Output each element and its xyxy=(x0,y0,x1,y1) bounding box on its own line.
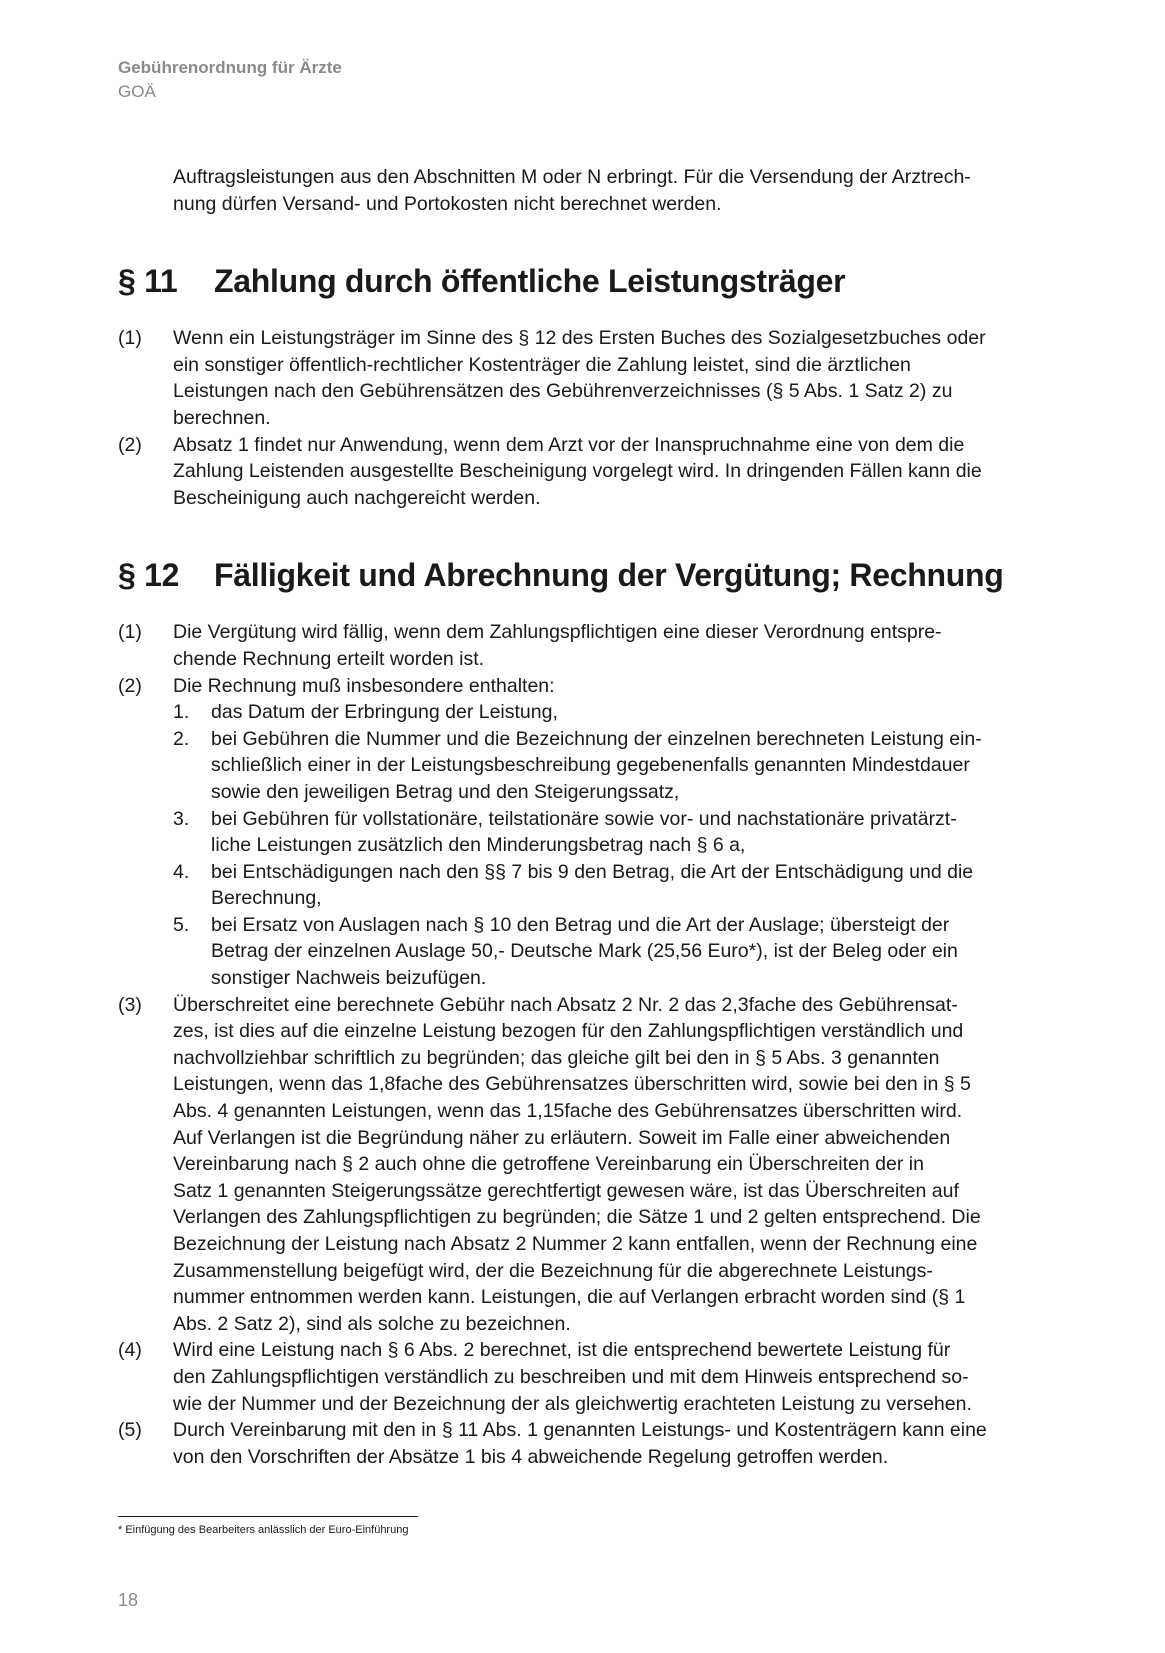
text-line: nachvollziehbar schriftlich zu begründen; das gleiche gilt bei den in § 5 Abs. 3 genannten xyxy=(173,1046,940,1069)
s11-paragraph-2 xyxy=(118,432,1060,512)
list-number: 3. xyxy=(173,807,190,830)
text-line: bei Gebühren für vollstationäre, teilstationäre sowie vor- und nachstationäre privatärzt- xyxy=(211,807,957,830)
page-number: 18 xyxy=(118,1590,139,1610)
s12-paragraph-5 xyxy=(118,1417,1060,1470)
s12-paragraph-2 xyxy=(118,673,1060,992)
section-number: § 12 xyxy=(118,557,180,594)
text-line: bei Entschädigungen nach den §§ 7 bis 9 den Betrag, die Art der Entschädigung und die xyxy=(211,860,974,883)
text-line: Auf Verlangen ist die Begründung näher zu erläutern. Soweit im Falle einer abweichenden xyxy=(173,1126,951,1149)
text-line: Die Rechnung muß insbesondere enthalten: xyxy=(173,674,555,697)
text-line: Leistungen, wenn das 1,8fache des Gebührensatzes überschritten wird, sowie bei den in § 5 xyxy=(173,1073,971,1096)
text-line: Wenn ein Leistungsträger im Sinne des § 12 des Ersten Buches des Sozialgesetzbuches oder xyxy=(173,327,986,350)
list-item xyxy=(173,912,1060,992)
paragraph-number: (2) xyxy=(118,433,142,456)
text-line: ein sonstiger öffentlich-rechtlicher Kostenträger die Zahlung leistet, sind die ärztlichen xyxy=(173,353,911,376)
s11-paragraph-1 xyxy=(118,325,1060,431)
paragraph-text xyxy=(173,992,1060,1338)
list-text xyxy=(211,726,1060,806)
s12-paragraph-3 xyxy=(118,992,1060,1338)
text-line: Satz 1 genannten Steigerungssätze gerechtfertigt gewesen wäre, ist das Überschreiten auf xyxy=(173,1179,959,1202)
document-title: Gebührenordnung für Ärzte xyxy=(118,58,342,77)
text-line: wie der Nummer und der Bezeichnung der als gleichwertig erachteten Leistung zu versehen. xyxy=(173,1392,972,1415)
text-line: Abs. 4 genannten Leistungen, wenn das 1,15fache des Gebührensatzes überschritten wird. xyxy=(173,1100,963,1123)
text-line: Zahlung Leistenden ausgestellte Bescheinigung vorgelegt wird. In dringenden Fällen kann die xyxy=(173,460,982,483)
text-line: nummer entnommen werden kann. Leistungen, die auf Verlangen erbracht worden sind (§ 1 xyxy=(173,1286,966,1309)
text-line: bei Gebühren die Nummer und die Bezeichnung der einzelnen berechneten Leistung ein- xyxy=(211,727,982,750)
document-abbreviation: GOÄ xyxy=(118,82,156,101)
list-text xyxy=(211,859,1060,912)
text-line: Betrag der einzelnen Auslage 50,- Deutsche Mark (25,56 Euro*), ist der Beleg oder ein xyxy=(211,940,958,963)
intro-paragraph xyxy=(173,164,1060,217)
footnote-divider xyxy=(118,1516,418,1517)
section-number: § 11 xyxy=(118,263,178,300)
list-number: 1. xyxy=(173,701,190,724)
paragraph-text xyxy=(173,619,1060,672)
paragraph-number: (3) xyxy=(118,993,142,1016)
list-text xyxy=(211,912,1060,992)
text-line: Abs. 2 Satz 2), sind als solche zu bezeichnen. xyxy=(173,1312,571,1335)
paragraph-number: (1) xyxy=(118,327,142,350)
text-line: Berechnung, xyxy=(211,887,322,910)
text-line: Durch Vereinbarung mit den in § 11 Abs. 1 genannten Leistungs- und Kostenträgern kann eine xyxy=(173,1419,987,1442)
text-line: zes, ist dies auf die einzelne Leistung bezogen für den Zahlungspflichtigen verständlich und xyxy=(173,1020,964,1043)
list-text xyxy=(211,806,1060,859)
text-line: das Datum der Erbringung der Leistung, xyxy=(211,701,558,724)
text-line: nung dürfen Versand- und Portokosten nicht berechnet werden. xyxy=(173,192,722,215)
paragraph-text xyxy=(173,1417,1060,1470)
text-line: Auftragsleistungen aus den Abschnitten M oder N erbringt. Für die Versendung der Arztrech- xyxy=(173,166,971,188)
text-line: liche Leistungen zusätzlich den Minderungsbetrag nach § 6 a, xyxy=(211,834,746,857)
list-number: 5. xyxy=(173,913,190,936)
text-line: Bescheinigung auch nachgereicht werden. xyxy=(173,486,541,509)
list-number: 4. xyxy=(173,860,190,883)
text-line: Die Vergütung wird fällig, wenn dem Zahlungspflichtigen eine dieser Verordnung entspre- xyxy=(173,621,942,644)
text-line: Zusammenstellung beigefügt wird, der die Bezeichnung für die abgerechnete Leistungs- xyxy=(173,1259,933,1282)
text-line: Bezeichnung der Leistung nach Absatz 2 Nummer 2 kann entfallen, wenn der Rechnung eine xyxy=(173,1233,978,1255)
paragraph-text xyxy=(173,325,1060,431)
section-title: Zahlung durch öffentliche Leistungsträger xyxy=(214,263,846,300)
text-line: den Zahlungspflichtigen verständlich zu beschreiben und mit dem Hinweis entsprechend so- xyxy=(173,1365,969,1388)
text-line: schließlich einer in der Leistungsbeschreibung gegebenenfalls genannten Mindestdauer xyxy=(211,754,970,777)
text-line: Absatz 1 findet nur Anwendung, wenn dem Arzt vor der Inanspruchnahme eine von dem die xyxy=(173,433,965,456)
paragraph-number: (2) xyxy=(118,674,142,697)
footnote: * Einfügung des Bearbeiters anlässlich der Euro-Einführung xyxy=(118,1524,409,1536)
paragraph-text xyxy=(173,673,1060,992)
paragraph-text xyxy=(173,1337,1060,1417)
list-item xyxy=(173,726,1060,806)
running-header xyxy=(118,56,342,104)
section-title: Fälligkeit und Abrechnung der Vergütung; Rechnung xyxy=(214,557,1004,594)
text-line: Leistungen nach den Gebührensätzen des Gebührenverzeichnisses (§ 5 Abs. 1 Satz 2) zu xyxy=(173,380,953,403)
text-line: Verlangen des Zahlungspflichtigen zu begründen; die Sätze 1 und 2 gelten entsprechend. Die xyxy=(173,1206,981,1229)
paragraph-text xyxy=(173,432,1060,512)
text-line: Vereinbarung nach § 2 auch ohne die getroffene Vereinbarung ein Überschreiten der in xyxy=(173,1153,924,1176)
section-12-heading xyxy=(118,555,1060,595)
list-number: 2. xyxy=(173,727,190,750)
list-item xyxy=(173,699,1060,726)
paragraph-number: (1) xyxy=(118,621,142,644)
text-line: von den Vorschriften der Absätze 1 bis 4 abweichende Regelung getroffen werden. xyxy=(173,1445,889,1468)
list-item xyxy=(173,859,1060,912)
section-11-heading xyxy=(118,261,1060,301)
text-line: Wird eine Leistung nach § 6 Abs. 2 berechnet, ist die entsprechend bewertete Leistung für xyxy=(173,1339,951,1362)
text-line: sowie den jeweiligen Betrag und den Steigerungssatz, xyxy=(211,780,680,803)
text-line: sonstiger Nachweis beizufügen. xyxy=(211,967,487,990)
s12-paragraph-1 xyxy=(118,619,1060,672)
paragraph-number: (5) xyxy=(118,1419,142,1442)
text-line: Überschreitet eine berechnete Gebühr nach Absatz 2 Nr. 2 das 2,3fache des Gebührensat- xyxy=(173,993,958,1016)
text-line: berechnen. xyxy=(173,406,271,429)
paragraph-number: (4) xyxy=(118,1339,142,1362)
list-text xyxy=(211,699,1060,726)
text-line: chende Rechnung erteilt worden ist. xyxy=(173,647,485,670)
text-line: bei Ersatz von Auslagen nach § 10 den Betrag und die Art der Auslage; übersteigt der xyxy=(211,913,950,936)
page-content xyxy=(118,164,1060,1470)
s12-paragraph-4 xyxy=(118,1337,1060,1417)
list-item xyxy=(173,806,1060,859)
